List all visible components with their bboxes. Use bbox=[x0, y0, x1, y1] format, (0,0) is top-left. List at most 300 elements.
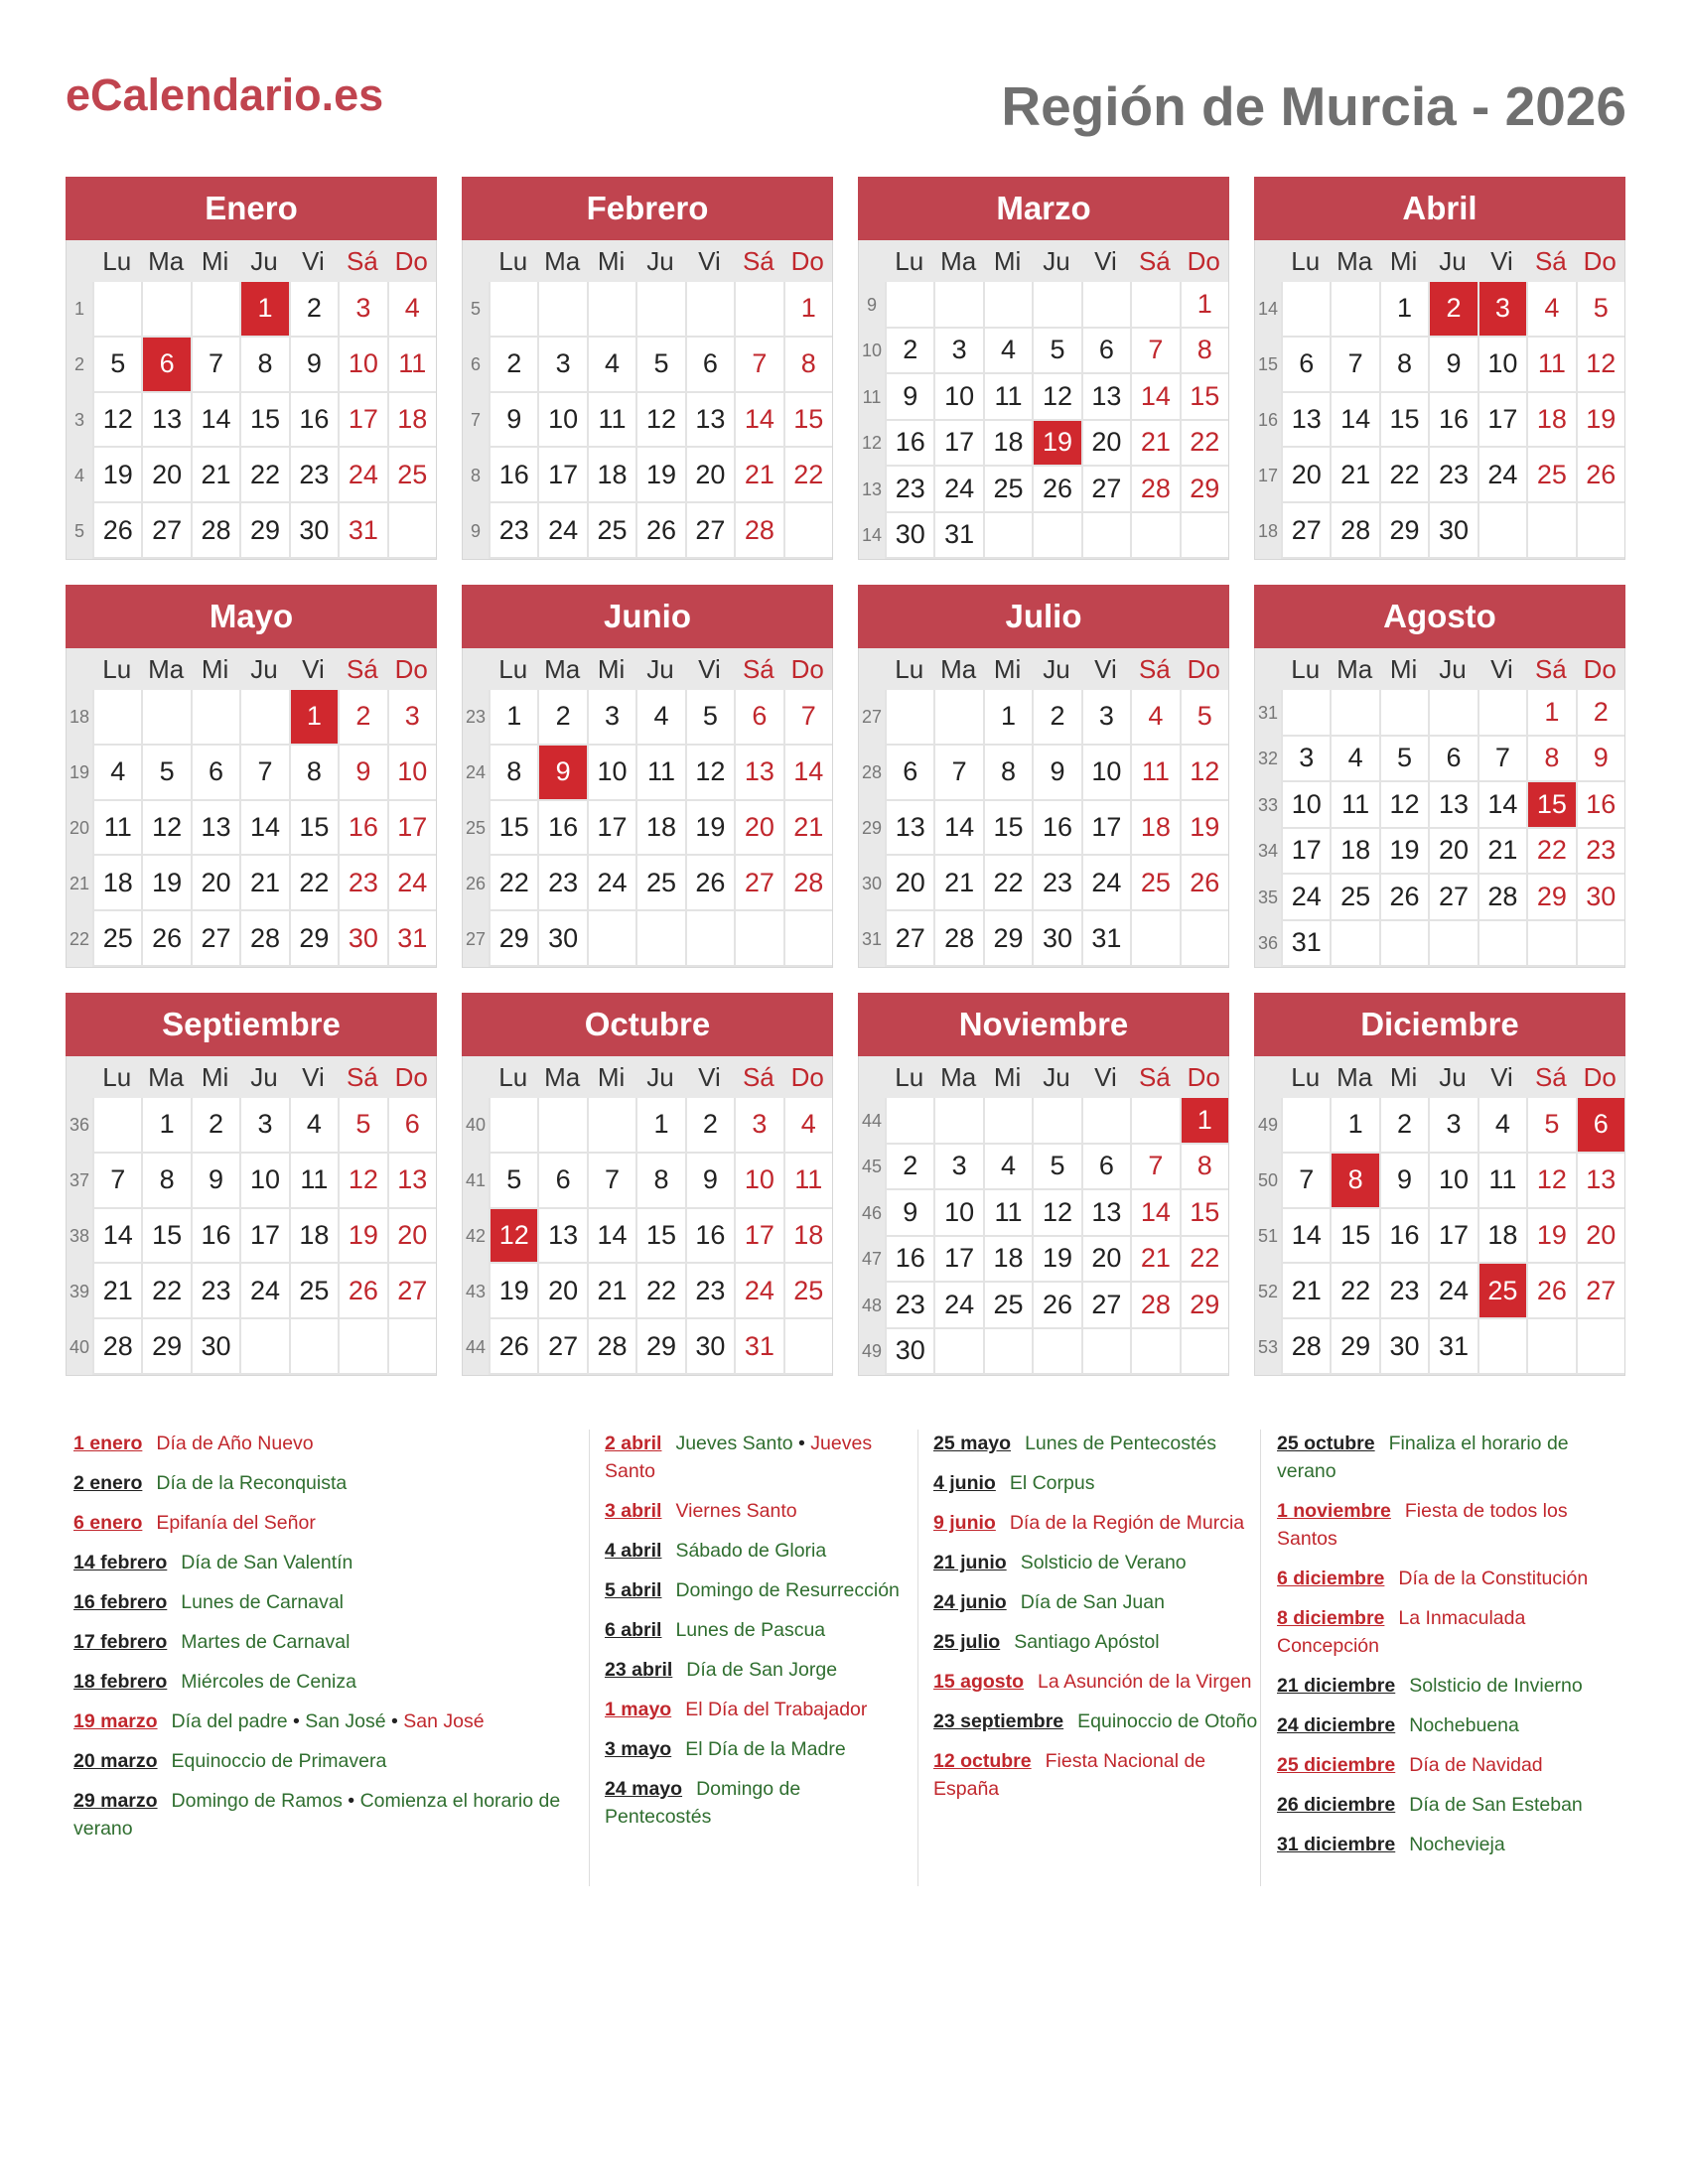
day-cell[interactable]: 6 bbox=[734, 690, 782, 746]
day-cell[interactable]: 24 bbox=[1477, 448, 1526, 503]
legend-date[interactable]: 4 junio bbox=[933, 1472, 996, 1494]
day-cell[interactable]: 15 bbox=[1180, 1190, 1228, 1237]
day-cell[interactable]: 2 bbox=[1379, 1098, 1428, 1154]
day-cell[interactable]: 28 bbox=[191, 503, 239, 559]
day-cell[interactable]: 11 bbox=[1130, 746, 1179, 801]
day-cell[interactable]: 6 bbox=[1281, 338, 1330, 393]
day-cell[interactable]: 2 bbox=[885, 1145, 933, 1191]
legend-date[interactable]: 3 abril bbox=[605, 1500, 662, 1522]
day-cell[interactable]: 8 bbox=[1330, 1154, 1378, 1209]
day-cell[interactable]: 30 bbox=[289, 503, 338, 559]
legend-date[interactable]: 2 abril bbox=[605, 1433, 662, 1454]
day-cell[interactable]: 24 bbox=[734, 1264, 782, 1319]
day-cell[interactable]: 30 bbox=[885, 1329, 933, 1376]
day-cell[interactable]: 13 bbox=[685, 393, 734, 449]
day-cell[interactable]: 1 bbox=[1330, 1098, 1378, 1154]
day-cell[interactable]: 1 bbox=[489, 690, 537, 746]
day-cell[interactable]: 2 bbox=[885, 329, 933, 375]
day-cell[interactable]: 28 bbox=[1330, 503, 1378, 559]
day-cell[interactable]: 31 bbox=[1281, 921, 1330, 968]
day-cell[interactable]: 8 bbox=[783, 338, 832, 393]
day-cell[interactable]: 28 bbox=[783, 856, 832, 911]
day-cell[interactable]: 8 bbox=[635, 1154, 684, 1209]
day-cell[interactable]: 18 bbox=[289, 1209, 338, 1265]
day-cell[interactable]: 24 bbox=[338, 448, 386, 503]
day-cell[interactable]: 12 bbox=[1032, 374, 1080, 421]
legend-date[interactable]: 1 enero bbox=[73, 1433, 143, 1454]
day-cell[interactable]: 4 bbox=[635, 690, 684, 746]
day-cell[interactable]: 19 bbox=[1526, 1209, 1575, 1265]
day-cell[interactable]: 2 bbox=[191, 1098, 239, 1154]
day-cell[interactable]: 19 bbox=[1032, 1237, 1080, 1284]
day-cell[interactable]: 29 bbox=[1180, 1283, 1228, 1329]
day-cell[interactable]: 21 bbox=[587, 1264, 635, 1319]
day-cell[interactable]: 21 bbox=[92, 1264, 141, 1319]
day-cell[interactable]: 9 bbox=[885, 374, 933, 421]
day-cell[interactable]: 31 bbox=[1428, 1319, 1477, 1375]
day-cell[interactable]: 15 bbox=[289, 801, 338, 857]
legend-date[interactable]: 25 octubre bbox=[1277, 1433, 1375, 1454]
day-cell[interactable]: 5 bbox=[141, 746, 190, 801]
day-cell[interactable]: 23 bbox=[1576, 829, 1624, 876]
day-cell[interactable]: 25 bbox=[92, 911, 141, 967]
day-cell[interactable]: 12 bbox=[1526, 1154, 1575, 1209]
day-cell[interactable]: 11 bbox=[983, 1190, 1032, 1237]
legend-date[interactable]: 20 marzo bbox=[73, 1750, 158, 1772]
day-cell[interactable]: 23 bbox=[1379, 1264, 1428, 1319]
day-cell[interactable]: 28 bbox=[1477, 875, 1526, 921]
day-cell[interactable]: 18 bbox=[635, 801, 684, 857]
day-cell[interactable]: 6 bbox=[1428, 737, 1477, 783]
day-cell[interactable]: 19 bbox=[338, 1209, 386, 1265]
day-cell[interactable]: 19 bbox=[1576, 393, 1624, 449]
day-cell[interactable]: 2 bbox=[685, 1098, 734, 1154]
day-cell[interactable]: 31 bbox=[933, 513, 982, 560]
day-cell[interactable]: 12 bbox=[1032, 1190, 1080, 1237]
day-cell[interactable]: 18 bbox=[1526, 393, 1575, 449]
day-cell[interactable]: 19 bbox=[685, 801, 734, 857]
day-cell[interactable]: 16 bbox=[537, 801, 586, 857]
day-cell[interactable]: 12 bbox=[92, 393, 141, 449]
day-cell[interactable]: 11 bbox=[587, 393, 635, 449]
legend-date[interactable]: 26 diciembre bbox=[1277, 1794, 1396, 1816]
day-cell[interactable]: 24 bbox=[1081, 856, 1130, 911]
legend-date[interactable]: 6 diciembre bbox=[1277, 1568, 1385, 1589]
day-cell[interactable]: 4 bbox=[983, 1145, 1032, 1191]
day-cell[interactable]: 2 bbox=[289, 282, 338, 338]
day-cell[interactable]: 26 bbox=[685, 856, 734, 911]
day-cell[interactable]: 21 bbox=[239, 856, 288, 911]
legend-date[interactable]: 3 mayo bbox=[605, 1738, 672, 1760]
legend-date[interactable]: 1 mayo bbox=[605, 1699, 672, 1720]
day-cell[interactable]: 21 bbox=[1281, 1264, 1330, 1319]
day-cell[interactable]: 1 bbox=[635, 1098, 684, 1154]
day-cell[interactable]: 3 bbox=[239, 1098, 288, 1154]
day-cell[interactable]: 3 bbox=[338, 282, 386, 338]
day-cell[interactable]: 18 bbox=[92, 856, 141, 911]
day-cell[interactable]: 10 bbox=[734, 1154, 782, 1209]
day-cell[interactable]: 16 bbox=[191, 1209, 239, 1265]
day-cell[interactable]: 25 bbox=[635, 856, 684, 911]
day-cell[interactable]: 29 bbox=[289, 911, 338, 967]
legend-date[interactable]: 25 diciembre bbox=[1277, 1754, 1396, 1776]
day-cell[interactable]: 27 bbox=[1081, 1283, 1130, 1329]
day-cell[interactable]: 24 bbox=[239, 1264, 288, 1319]
day-cell[interactable]: 17 bbox=[1428, 1209, 1477, 1265]
day-cell[interactable]: 17 bbox=[1477, 393, 1526, 449]
legend-date[interactable]: 21 diciembre bbox=[1277, 1675, 1396, 1697]
day-cell[interactable]: 29 bbox=[489, 911, 537, 967]
day-cell[interactable]: 9 bbox=[289, 338, 338, 393]
day-cell[interactable]: 18 bbox=[587, 448, 635, 503]
day-cell[interactable]: 25 bbox=[587, 503, 635, 559]
day-cell[interactable]: 25 bbox=[1330, 875, 1378, 921]
day-cell[interactable]: 28 bbox=[1130, 467, 1179, 513]
day-cell[interactable]: 9 bbox=[1032, 746, 1080, 801]
day-cell[interactable]: 17 bbox=[338, 393, 386, 449]
day-cell[interactable]: 2 bbox=[537, 690, 586, 746]
day-cell[interactable]: 20 bbox=[1081, 1237, 1130, 1284]
day-cell[interactable]: 12 bbox=[141, 801, 190, 857]
day-cell[interactable]: 22 bbox=[635, 1264, 684, 1319]
day-cell[interactable]: 30 bbox=[191, 1319, 239, 1375]
day-cell[interactable]: 19 bbox=[92, 448, 141, 503]
day-cell[interactable]: 22 bbox=[1379, 448, 1428, 503]
day-cell[interactable]: 5 bbox=[1032, 329, 1080, 375]
day-cell[interactable]: 5 bbox=[489, 1154, 537, 1209]
day-cell[interactable]: 3 bbox=[1428, 1098, 1477, 1154]
day-cell[interactable]: 9 bbox=[338, 746, 386, 801]
day-cell[interactable]: 19 bbox=[1379, 829, 1428, 876]
day-cell[interactable]: 24 bbox=[1281, 875, 1330, 921]
day-cell[interactable]: 25 bbox=[783, 1264, 832, 1319]
day-cell[interactable]: 26 bbox=[1032, 467, 1080, 513]
day-cell[interactable]: 15 bbox=[1180, 374, 1228, 421]
day-cell[interactable]: 10 bbox=[537, 393, 586, 449]
day-cell[interactable]: 13 bbox=[537, 1209, 586, 1265]
day-cell[interactable]: 5 bbox=[635, 338, 684, 393]
day-cell[interactable]: 25 bbox=[983, 1283, 1032, 1329]
day-cell[interactable]: 21 bbox=[1130, 1237, 1179, 1284]
day-cell[interactable]: 21 bbox=[191, 448, 239, 503]
day-cell[interactable]: 20 bbox=[1576, 1209, 1624, 1265]
day-cell[interactable]: 3 bbox=[933, 1145, 982, 1191]
day-cell[interactable]: 7 bbox=[1281, 1154, 1330, 1209]
day-cell[interactable]: 26 bbox=[141, 911, 190, 967]
day-cell[interactable]: 26 bbox=[338, 1264, 386, 1319]
day-cell[interactable]: 10 bbox=[1428, 1154, 1477, 1209]
day-cell[interactable]: 6 bbox=[1081, 329, 1130, 375]
day-cell[interactable]: 10 bbox=[239, 1154, 288, 1209]
day-cell[interactable]: 11 bbox=[635, 746, 684, 801]
legend-date[interactable]: 31 diciembre bbox=[1277, 1834, 1396, 1855]
day-cell[interactable]: 26 bbox=[1379, 875, 1428, 921]
day-cell[interactable]: 7 bbox=[191, 338, 239, 393]
day-cell[interactable]: 18 bbox=[983, 1237, 1032, 1284]
day-cell[interactable]: 5 bbox=[1379, 737, 1428, 783]
day-cell[interactable]: 23 bbox=[289, 448, 338, 503]
day-cell[interactable]: 16 bbox=[289, 393, 338, 449]
day-cell[interactable]: 24 bbox=[537, 503, 586, 559]
day-cell[interactable]: 7 bbox=[587, 1154, 635, 1209]
day-cell[interactable]: 5 bbox=[1526, 1098, 1575, 1154]
day-cell[interactable]: 30 bbox=[885, 513, 933, 560]
day-cell[interactable]: 6 bbox=[885, 746, 933, 801]
day-cell[interactable]: 29 bbox=[141, 1319, 190, 1375]
day-cell[interactable]: 6 bbox=[537, 1154, 586, 1209]
day-cell[interactable]: 23 bbox=[1428, 448, 1477, 503]
day-cell[interactable]: 4 bbox=[983, 329, 1032, 375]
day-cell[interactable]: 15 bbox=[1379, 393, 1428, 449]
day-cell[interactable]: 27 bbox=[141, 503, 190, 559]
day-cell[interactable]: 10 bbox=[587, 746, 635, 801]
day-cell[interactable]: 10 bbox=[1281, 782, 1330, 829]
day-cell[interactable]: 5 bbox=[1180, 690, 1228, 746]
day-cell[interactable]: 14 bbox=[587, 1209, 635, 1265]
legend-date[interactable]: 24 diciembre bbox=[1277, 1714, 1396, 1736]
day-cell[interactable]: 14 bbox=[1477, 782, 1526, 829]
day-cell[interactable]: 7 bbox=[933, 746, 982, 801]
day-cell[interactable]: 23 bbox=[537, 856, 586, 911]
day-cell[interactable]: 26 bbox=[635, 503, 684, 559]
day-cell[interactable]: 10 bbox=[1081, 746, 1130, 801]
day-cell[interactable]: 13 bbox=[734, 746, 782, 801]
day-cell[interactable]: 3 bbox=[933, 329, 982, 375]
day-cell[interactable]: 13 bbox=[1281, 393, 1330, 449]
legend-date[interactable]: 29 marzo bbox=[73, 1790, 158, 1812]
day-cell[interactable]: 6 bbox=[1081, 1145, 1130, 1191]
day-cell[interactable]: 8 bbox=[289, 746, 338, 801]
day-cell[interactable]: 13 bbox=[1576, 1154, 1624, 1209]
day-cell[interactable]: 16 bbox=[885, 421, 933, 468]
day-cell[interactable]: 21 bbox=[1330, 448, 1378, 503]
day-cell[interactable]: 11 bbox=[92, 801, 141, 857]
day-cell[interactable]: 18 bbox=[983, 421, 1032, 468]
day-cell[interactable]: 28 bbox=[1281, 1319, 1330, 1375]
day-cell[interactable]: 12 bbox=[338, 1154, 386, 1209]
legend-date[interactable]: 21 junio bbox=[933, 1552, 1007, 1573]
day-cell[interactable]: 13 bbox=[885, 801, 933, 857]
day-cell[interactable]: 26 bbox=[1576, 448, 1624, 503]
day-cell[interactable]: 28 bbox=[92, 1319, 141, 1375]
day-cell[interactable]: 17 bbox=[1081, 801, 1130, 857]
day-cell[interactable]: 4 bbox=[587, 338, 635, 393]
day-cell[interactable]: 9 bbox=[1428, 338, 1477, 393]
day-cell[interactable]: 30 bbox=[1576, 875, 1624, 921]
day-cell[interactable]: 28 bbox=[1130, 1283, 1179, 1329]
day-cell[interactable]: 17 bbox=[734, 1209, 782, 1265]
day-cell[interactable]: 20 bbox=[734, 801, 782, 857]
day-cell[interactable]: 8 bbox=[141, 1154, 190, 1209]
day-cell[interactable]: 18 bbox=[1330, 829, 1378, 876]
day-cell[interactable]: 14 bbox=[783, 746, 832, 801]
day-cell[interactable]: 21 bbox=[933, 856, 982, 911]
day-cell[interactable]: 20 bbox=[685, 448, 734, 503]
day-cell[interactable]: 14 bbox=[92, 1209, 141, 1265]
day-cell[interactable]: 31 bbox=[387, 911, 436, 967]
legend-date[interactable]: 17 febrero bbox=[73, 1631, 168, 1653]
day-cell[interactable]: 1 bbox=[1379, 282, 1428, 338]
day-cell[interactable]: 23 bbox=[685, 1264, 734, 1319]
day-cell[interactable]: 30 bbox=[1379, 1319, 1428, 1375]
legend-date[interactable]: 24 mayo bbox=[605, 1778, 683, 1800]
day-cell[interactable]: 14 bbox=[239, 801, 288, 857]
day-cell[interactable]: 27 bbox=[1428, 875, 1477, 921]
day-cell[interactable]: 5 bbox=[685, 690, 734, 746]
day-cell[interactable]: 22 bbox=[983, 856, 1032, 911]
day-cell[interactable]: 27 bbox=[1576, 1264, 1624, 1319]
day-cell[interactable]: 8 bbox=[489, 746, 537, 801]
day-cell[interactable]: 29 bbox=[1379, 503, 1428, 559]
day-cell[interactable]: 1 bbox=[289, 690, 338, 746]
day-cell[interactable]: 13 bbox=[387, 1154, 436, 1209]
day-cell[interactable]: 22 bbox=[141, 1264, 190, 1319]
day-cell[interactable]: 14 bbox=[1130, 1190, 1179, 1237]
day-cell[interactable]: 30 bbox=[338, 911, 386, 967]
day-cell[interactable]: 4 bbox=[387, 282, 436, 338]
day-cell[interactable]: 31 bbox=[338, 503, 386, 559]
day-cell[interactable]: 15 bbox=[1330, 1209, 1378, 1265]
day-cell[interactable]: 25 bbox=[387, 448, 436, 503]
legend-date[interactable]: 25 julio bbox=[933, 1631, 1001, 1653]
day-cell[interactable]: 27 bbox=[734, 856, 782, 911]
day-cell[interactable]: 5 bbox=[92, 338, 141, 393]
day-cell[interactable]: 18 bbox=[1477, 1209, 1526, 1265]
day-cell[interactable]: 30 bbox=[1428, 503, 1477, 559]
day-cell[interactable]: 29 bbox=[635, 1319, 684, 1375]
day-cell[interactable]: 8 bbox=[1379, 338, 1428, 393]
day-cell[interactable]: 11 bbox=[387, 338, 436, 393]
day-cell[interactable]: 20 bbox=[1081, 421, 1130, 468]
legend-date[interactable]: 18 febrero bbox=[73, 1671, 168, 1693]
day-cell[interactable]: 28 bbox=[734, 503, 782, 559]
day-cell[interactable]: 7 bbox=[783, 690, 832, 746]
day-cell[interactable]: 10 bbox=[1477, 338, 1526, 393]
day-cell[interactable]: 14 bbox=[933, 801, 982, 857]
day-cell[interactable]: 28 bbox=[587, 1319, 635, 1375]
day-cell[interactable]: 20 bbox=[1281, 448, 1330, 503]
day-cell[interactable]: 20 bbox=[387, 1209, 436, 1265]
day-cell[interactable]: 6 bbox=[191, 746, 239, 801]
day-cell[interactable]: 11 bbox=[1330, 782, 1378, 829]
day-cell[interactable]: 11 bbox=[1526, 338, 1575, 393]
day-cell[interactable]: 9 bbox=[885, 1190, 933, 1237]
day-cell[interactable]: 22 bbox=[1180, 421, 1228, 468]
day-cell[interactable]: 20 bbox=[537, 1264, 586, 1319]
day-cell[interactable]: 16 bbox=[1428, 393, 1477, 449]
day-cell[interactable]: 25 bbox=[1130, 856, 1179, 911]
day-cell[interactable]: 12 bbox=[1180, 746, 1228, 801]
day-cell[interactable]: 30 bbox=[685, 1319, 734, 1375]
legend-date[interactable]: 16 febrero bbox=[73, 1591, 168, 1613]
day-cell[interactable]: 3 bbox=[734, 1098, 782, 1154]
day-cell[interactable]: 21 bbox=[783, 801, 832, 857]
day-cell[interactable]: 9 bbox=[1576, 737, 1624, 783]
day-cell[interactable]: 16 bbox=[489, 448, 537, 503]
day-cell[interactable]: 9 bbox=[489, 393, 537, 449]
day-cell[interactable]: 21 bbox=[1477, 829, 1526, 876]
day-cell[interactable]: 23 bbox=[191, 1264, 239, 1319]
day-cell[interactable]: 6 bbox=[1576, 1098, 1624, 1154]
day-cell[interactable]: 21 bbox=[734, 448, 782, 503]
day-cell[interactable]: 6 bbox=[685, 338, 734, 393]
day-cell[interactable]: 4 bbox=[92, 746, 141, 801]
day-cell[interactable]: 15 bbox=[635, 1209, 684, 1265]
day-cell[interactable]: 30 bbox=[537, 911, 586, 967]
day-cell[interactable]: 7 bbox=[1477, 737, 1526, 783]
day-cell[interactable]: 26 bbox=[92, 503, 141, 559]
legend-date[interactable]: 15 agosto bbox=[933, 1671, 1025, 1693]
day-cell[interactable]: 24 bbox=[387, 856, 436, 911]
day-cell[interactable]: 3 bbox=[1281, 737, 1330, 783]
day-cell[interactable]: 26 bbox=[1180, 856, 1228, 911]
day-cell[interactable]: 23 bbox=[338, 856, 386, 911]
day-cell[interactable]: 15 bbox=[141, 1209, 190, 1265]
day-cell[interactable]: 22 bbox=[289, 856, 338, 911]
day-cell[interactable]: 11 bbox=[1477, 1154, 1526, 1209]
day-cell[interactable]: 2 bbox=[489, 338, 537, 393]
day-cell[interactable]: 16 bbox=[1379, 1209, 1428, 1265]
day-cell[interactable]: 1 bbox=[983, 690, 1032, 746]
day-cell[interactable]: 13 bbox=[1428, 782, 1477, 829]
day-cell[interactable]: 12 bbox=[489, 1209, 537, 1265]
day-cell[interactable]: 23 bbox=[885, 1283, 933, 1329]
day-cell[interactable]: 20 bbox=[191, 856, 239, 911]
day-cell[interactable]: 20 bbox=[885, 856, 933, 911]
day-cell[interactable]: 13 bbox=[141, 393, 190, 449]
day-cell[interactable]: 26 bbox=[1032, 1283, 1080, 1329]
day-cell[interactable]: 29 bbox=[1330, 1319, 1378, 1375]
day-cell[interactable]: 8 bbox=[1180, 1145, 1228, 1191]
day-cell[interactable]: 4 bbox=[1477, 1098, 1526, 1154]
day-cell[interactable]: 21 bbox=[1130, 421, 1179, 468]
day-cell[interactable]: 29 bbox=[983, 911, 1032, 967]
day-cell[interactable]: 7 bbox=[1130, 329, 1179, 375]
legend-date[interactable]: 9 junio bbox=[933, 1512, 996, 1534]
legend-date[interactable]: 19 marzo bbox=[73, 1710, 158, 1732]
legend-date[interactable]: 6 enero bbox=[73, 1512, 143, 1534]
legend-date[interactable]: 5 abril bbox=[605, 1579, 662, 1601]
day-cell[interactable]: 8 bbox=[239, 338, 288, 393]
day-cell[interactable]: 15 bbox=[239, 393, 288, 449]
legend-date[interactable]: 6 abril bbox=[605, 1619, 662, 1641]
day-cell[interactable]: 12 bbox=[635, 393, 684, 449]
day-cell[interactable]: 10 bbox=[387, 746, 436, 801]
day-cell[interactable]: 14 bbox=[734, 393, 782, 449]
day-cell[interactable]: 29 bbox=[239, 503, 288, 559]
day-cell[interactable]: 3 bbox=[587, 690, 635, 746]
day-cell[interactable]: 29 bbox=[1526, 875, 1575, 921]
day-cell[interactable]: 4 bbox=[783, 1098, 832, 1154]
day-cell[interactable]: 5 bbox=[338, 1098, 386, 1154]
day-cell[interactable]: 25 bbox=[1526, 448, 1575, 503]
day-cell[interactable]: 16 bbox=[338, 801, 386, 857]
day-cell[interactable]: 11 bbox=[983, 374, 1032, 421]
day-cell[interactable]: 25 bbox=[1477, 1264, 1526, 1319]
legend-date[interactable]: 1 noviembre bbox=[1277, 1500, 1391, 1522]
legend-date[interactable]: 4 abril bbox=[605, 1540, 662, 1562]
day-cell[interactable]: 10 bbox=[338, 338, 386, 393]
day-cell[interactable]: 22 bbox=[489, 856, 537, 911]
day-cell[interactable]: 27 bbox=[191, 911, 239, 967]
day-cell[interactable]: 7 bbox=[734, 338, 782, 393]
day-cell[interactable]: 29 bbox=[1180, 467, 1228, 513]
day-cell[interactable]: 5 bbox=[1032, 1145, 1080, 1191]
day-cell[interactable]: 24 bbox=[1428, 1264, 1477, 1319]
legend-date[interactable]: 12 octubre bbox=[933, 1750, 1032, 1772]
day-cell[interactable]: 3 bbox=[1477, 282, 1526, 338]
legend-date[interactable]: 23 abril bbox=[605, 1659, 673, 1681]
